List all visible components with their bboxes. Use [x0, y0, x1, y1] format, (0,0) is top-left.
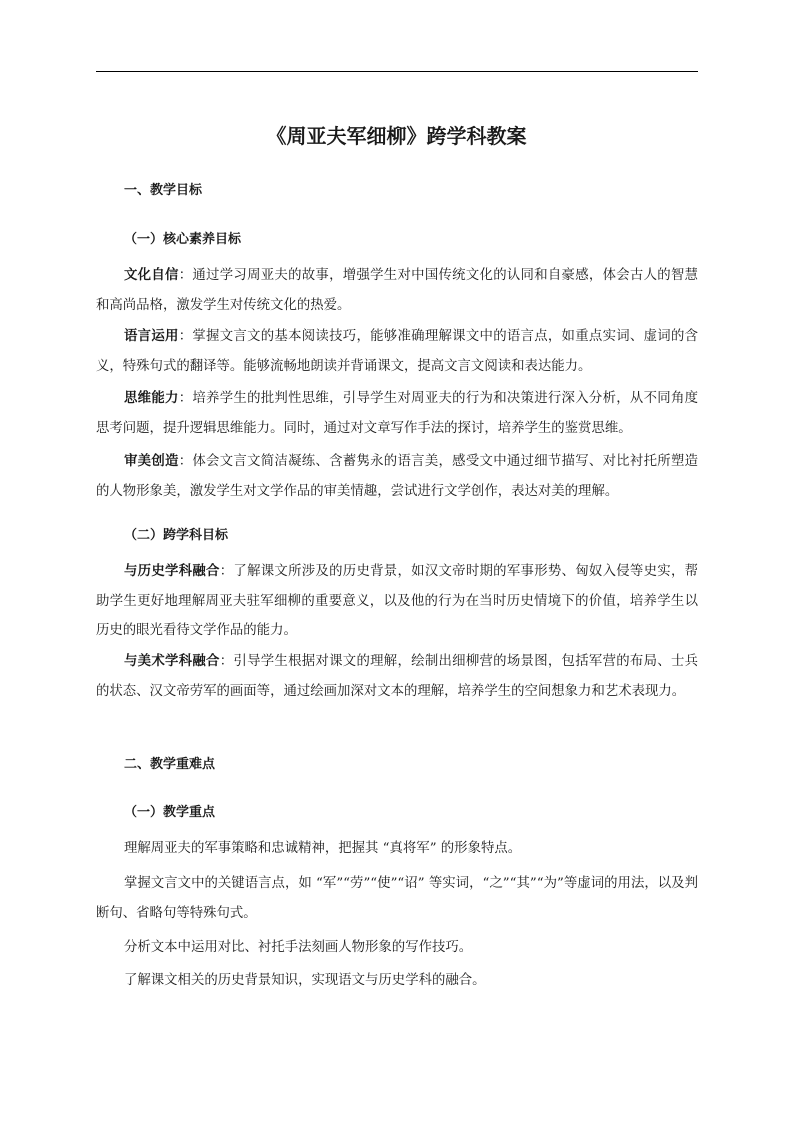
paragraph-thinking-ability	[96, 384, 698, 443]
paragraph-text: ：培养学生的批判性思维，引导学生对周亚夫的行为和决策进行深入分析，从不同角度思考问题，提升逻辑思维能力。同时，通过对文章写作手法的探讨，培养学生的鉴赏思维。	[96, 391, 699, 436]
paragraph-lead: 语言运用	[124, 329, 179, 344]
paragraph-focus-4: 了解课文相关的历史背景知识，实现语文与历史学科的融合。	[124, 973, 486, 988]
paragraph-focus-3: 分析文本中运用对比、衬托手法刻画人物形象的写作技巧。	[124, 940, 473, 955]
paragraph-lead: 与美术学科融合	[124, 654, 220, 669]
paragraph-aesthetic-creation	[96, 447, 698, 506]
paragraph-focus-2: 掌握文言文中的关键语言点，如 “军”“劳”“使”“诏” 等实词，“之”“其”“为”等虚词的用法，以及判断句、省略句等特殊句式。	[96, 876, 698, 921]
paragraph-language-use	[96, 322, 698, 381]
paragraph-lead: 思维能力	[124, 391, 179, 406]
section-heading-key-difficulties: 二、教学重难点	[124, 757, 216, 772]
subsection-heading-cross-discipline: （二）跨学科目标	[124, 528, 229, 543]
paragraph-lead: 审美创造	[124, 454, 179, 469]
paragraph-text: ：了解课文所涉及的历史背景，如汉文帝时期的军事形势、匈奴入侵等史实，帮助学生更好地理解周亚夫驻军细柳的重要意义，以及他的行为在当时历史情境下的价值，培养学生以历史的眼光看待文学作品的能力。	[96, 564, 699, 638]
header-rule	[96, 71, 698, 72]
paragraph-lead: 与历史学科融合	[124, 564, 220, 579]
paragraph-text: ：通过学习周亚夫的故事，增强学生对中国传统文化的认同和自豪感，体会古人的智慧和高尚品格，激发学生对传统文化的热爱。	[96, 268, 699, 313]
paragraph-history-integration	[96, 557, 698, 646]
paragraph-art-integration	[96, 647, 698, 706]
paragraph-text: ：掌握文言文的基本阅读技巧，能够准确理解课文中的语言点，如重点实词、虚词的含义，特殊句式的翻译等。能够流畅地朗读并背诵课文，提高文言文阅读和表达能力。	[96, 329, 699, 374]
page-title: 《周亚夫军细柳》跨学科教案	[266, 124, 527, 148]
paragraph-cultural-confidence	[96, 261, 698, 320]
paragraph-lead: 文化自信	[124, 268, 179, 283]
section-heading-teaching-goals: 一、教学目标	[124, 183, 203, 198]
subsection-heading-core-literacy: （一）核心素养目标	[124, 232, 242, 247]
subsection-heading-teaching-focus: （一）教学重点	[124, 805, 216, 820]
paragraph-focus-1: 理解周亚夫的军事策略和忠诚精神，把握其 “真将军” 的形象特点。	[124, 841, 522, 856]
paragraph-text: ：引导学生根据对课文的理解，绘制出细柳营的场景图，包括军营的布局、士兵的状态、汉文帝劳军的画面等，通过绘画加深对文本的理解，培养学生的空间想象力和艺术表现力。	[96, 654, 699, 699]
paragraph-text: ：体会文言文简洁凝练、含蓄隽永的语言美，感受文中通过细节描写、对比衬托所塑造的人物形象美，激发学生对文学作品的审美情趣，尝试进行文学创作，表达对美的理解。	[96, 454, 699, 499]
